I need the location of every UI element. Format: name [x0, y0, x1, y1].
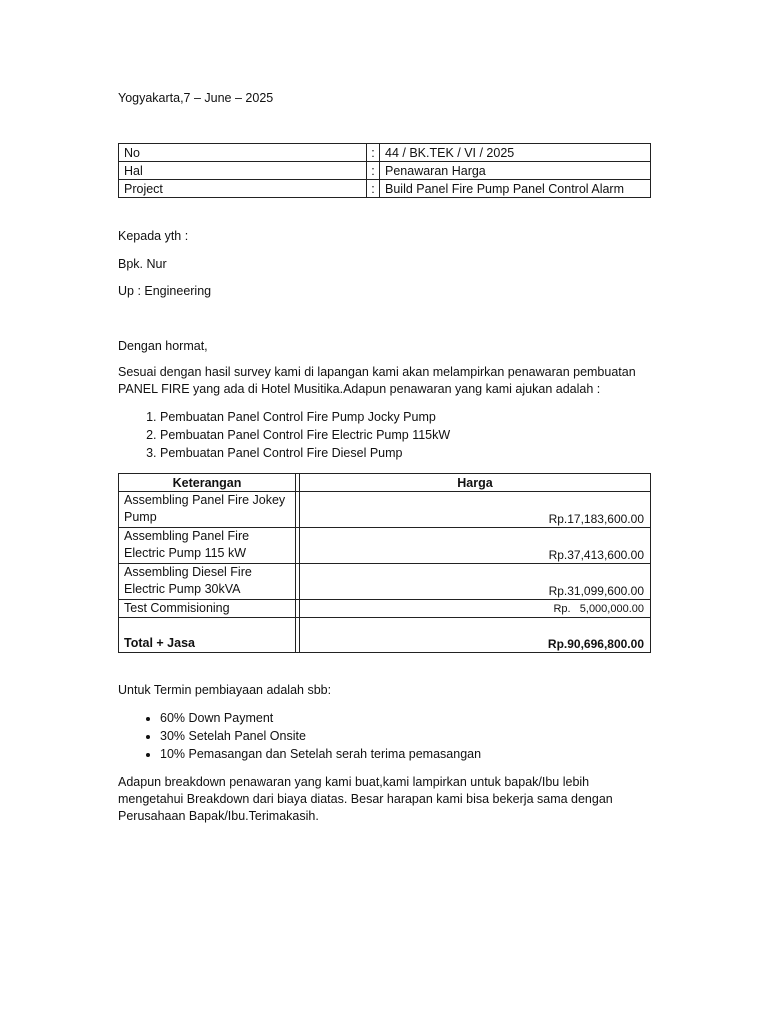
offer-items-list — [118, 409, 450, 463]
row-price: Rp.31,099,600.00 — [300, 564, 651, 600]
meta-row-no — [119, 144, 651, 162]
row-description: Assembling Panel Fire Jokey Pump — [119, 492, 296, 528]
terms-intro: Untuk Termin pembiayaan adalah sbb: — [118, 683, 332, 697]
letter-meta-table — [118, 143, 651, 198]
table-row — [119, 492, 651, 528]
payment-terms-list — [118, 710, 481, 764]
row-description: Assembling Diesel Fire Electric Pump 30kVA — [119, 564, 296, 600]
meta-value: 44 / BK.TEK / VI / 2025 — [380, 144, 651, 162]
meta-row-project — [119, 180, 651, 198]
meta-separator: : — [367, 144, 380, 162]
table-row — [119, 528, 651, 564]
meta-label: Hal — [119, 162, 367, 180]
price-table-header — [119, 474, 651, 492]
list-item: • 10% Pemasangan dan Setelah serah terima pemasangan — [160, 746, 481, 764]
list-item: • 30% Setelah Panel Onsite — [160, 728, 481, 746]
header-keterangan: Keterangan — [119, 474, 296, 492]
list-item: 1. Pembuatan Panel Control Fire Pump Jocky Pump — [160, 409, 450, 427]
row-price: Rp.37,413,600.00 — [300, 528, 651, 564]
total-row — [119, 618, 651, 653]
list-item: 2. Pembuatan Panel Control Fire Electric Pump 115kW — [160, 427, 450, 445]
row-description: Assembling Panel Fire Electric Pump 115 kW — [119, 528, 296, 564]
meta-value: Build Panel Fire Pump Panel Control Alarm — [380, 180, 651, 198]
row-description: Test Commisioning — [119, 600, 296, 618]
greeting: Dengan hormat, — [118, 339, 208, 353]
total-price: Rp.90,696,800.00 — [300, 618, 651, 653]
meta-row-hal — [119, 162, 651, 180]
meta-label: No — [119, 144, 367, 162]
total-label: Total + Jasa — [119, 618, 296, 653]
table-row — [119, 564, 651, 600]
list-item: 3. Pembuatan Panel Control Fire Diesel Pump — [160, 445, 450, 463]
meta-separator: : — [367, 180, 380, 198]
meta-separator: : — [367, 162, 380, 180]
intro-paragraph: Sesuai dengan hasil survey kami di lapangan kami akan melampirkan penawaran pembuatan PANEL FIRE yang ada di Hotel Musitika.Adapun penawaran yang kami ajukan adalah : — [118, 365, 636, 396]
recipient-name: Bpk. Nur — [118, 257, 167, 271]
row-price: Rp.17,183,600.00 — [300, 492, 651, 528]
letter-date: Yogyakarta,7 – June – 2025 — [118, 91, 274, 105]
header-harga: Harga — [300, 474, 651, 492]
meta-value: Penawaran Harga — [380, 162, 651, 180]
closing-paragraph: Adapun breakdown penawaran yang kami buat,kami lampirkan untuk bapak/Ibu lebih mengetahui Breakdown dari biaya diatas. Besar harapan kami bisa bekerja sama dengan Perusahaan Bapak/Ibu.Terimakasih. — [118, 775, 613, 823]
recipient-intro: Kepada yth : — [118, 229, 189, 243]
recipient-up: Up : Engineering — [118, 284, 212, 298]
price-table — [118, 473, 651, 653]
list-item: • 60% Down Payment — [160, 710, 481, 728]
table-row — [119, 600, 651, 618]
meta-label: Project — [119, 180, 367, 198]
row-price: Rp. 5,000,000.00 — [300, 600, 651, 618]
